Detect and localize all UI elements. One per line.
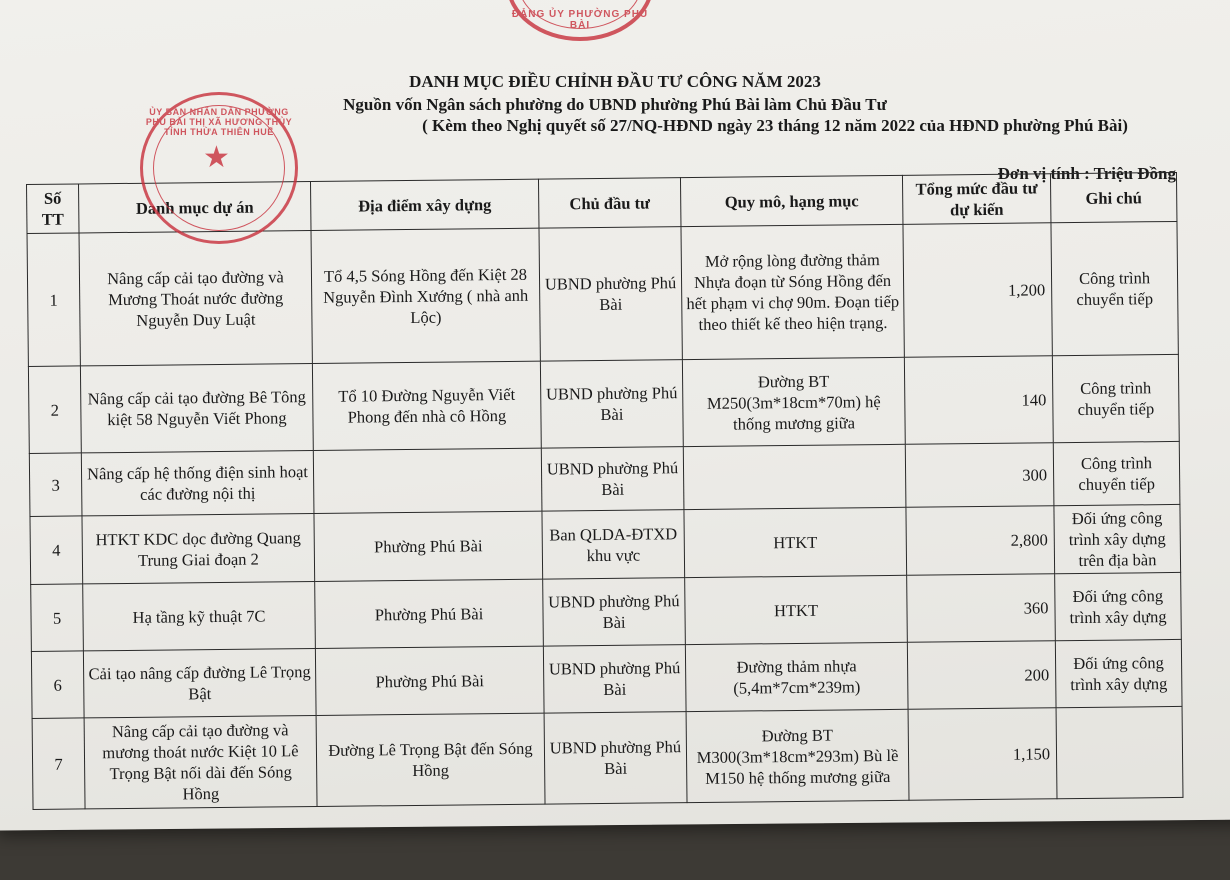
column-header: Chủ đầu tư [538,178,681,228]
owner-cell: Ban QLDA-ĐTXD khu vực [542,510,685,579]
owner-cell: UBND phường Phú Bài [543,578,686,646]
note-cell: Đối ứng công trình xây dựng [1055,639,1182,707]
amount-cell: 200 [907,641,1056,710]
project-cell: Nâng cấp cải tạo đường Bê Tông kiệt 58 Nguyễn Viết Phong [80,364,313,453]
column-header: Ghi chú [1050,172,1177,222]
unit-label: Đơn vị tính : Triệu Đồng [997,164,1176,183]
table-row [31,572,1182,651]
row-number: 5 [31,584,84,652]
scale-cell [683,444,906,509]
table-row [31,639,1182,718]
owner-cell: UBND phường Phú Bài [539,227,682,361]
document-title: DANH MỤC ĐIỀU CHỈNH ĐẦU TƯ CÔNG NĂM 2023 [409,72,821,91]
star-icon: ★ [203,141,230,174]
seal-main-text: ỦY BAN NHÂN DÂN PHƯỜNG PHÚ BÀI THỊ XÃ HƯƠNG THỦY TỈNH THỪA THIÊN HUẾ [145,107,293,137]
table-row [27,221,1178,366]
amount-cell: 300 [905,443,1054,508]
amount-cell: 2,800 [906,506,1055,576]
owner-cell: UBND phường Phú Bài [541,447,684,511]
investment-table [26,172,1183,810]
amount-cell: 1,150 [908,708,1057,801]
row-number: 7 [32,718,85,810]
column-header: Danh mục dự án [79,182,312,233]
location-cell: Đường Lê Trọng Bật đến Sóng Hồng [316,713,545,806]
scale-cell: Mở rộng lòng đường thảm Nhựa đoạn từ Sóng Hồng đến hết phạm vi chợ 90m. Đoạn tiếp theo thiết kế theo hiện trạng. [681,224,904,359]
owner-cell: UBND phường Phú Bài [544,712,687,804]
note-cell: Đối ứng công trình xây dựng trên địa bàn [1054,504,1181,573]
project-cell: Cải tạo nâng cấp đường Lê Trọng Bật [83,648,316,717]
owner-cell: UBND phường Phú Bài [543,645,686,713]
table-row [29,441,1180,516]
row-number: 6 [31,651,84,719]
table-row [30,504,1181,584]
column-header: Tổng mức đầu tư dự kiến [902,174,1051,225]
seal-top-text: ĐẢNG ỦY PHƯỜNG PHÚ BÀI [511,9,649,31]
document-reference: ( Kèm theo Nghị quyết số 27/NQ-HĐND ngày 23 tháng 12 năm 2022 của HĐND phường Phú Bài) [422,116,1128,135]
project-cell: Hạ tầng kỹ thuật 7C [83,581,316,650]
column-header: Số TT [27,184,80,234]
project-cell: Nâng cấp hệ thống điện sinh hoạt các đường nội thị [81,451,314,516]
row-number: 2 [28,366,81,454]
column-header: Địa điểm xây dựng [310,179,539,230]
column-header: Quy mô, hạng mục [680,175,903,226]
amount-cell: 360 [907,574,1056,643]
project-cell: Nâng cấp cải tạo đường và mương thoát nước Kiệt 10 Lê Trọng Bật nối dài đến Sóng Hồng [84,715,317,808]
location-cell [313,448,542,513]
scale-cell: HTKT [685,575,908,644]
owner-cell: UBND phường Phú Bài [540,360,683,448]
location-cell: Phường Phú Bài [315,579,544,648]
project-cell: Nâng cấp cải tạo đường và Mương Thoát nước đường Nguyễn Duy Luật [79,231,312,366]
location-cell: Tổ 4,5 Sóng Hồng đến Kiệt 28 Nguyễn Đình Xướng ( nhà anh Lộc) [311,228,540,363]
note-cell [1056,706,1183,798]
note-cell: Đối ứng công trình xây dựng [1055,572,1182,640]
amount-cell: 140 [904,356,1053,445]
location-cell: Phường Phú Bài [315,646,544,715]
row-number: 4 [30,516,83,585]
project-cell: HTKT KDC dọc đường Quang Trung Giai đoạn 2 [82,514,315,584]
document-subtitle: Nguồn vốn Ngân sách phường do UBND phường Phú Bài làm Chủ Đầu Tư [343,95,887,114]
note-cell: Công trình chuyển tiếp [1052,354,1179,442]
row-number: 3 [29,453,82,517]
scale-cell: Đường thảm nhựa (5,4m*7cm*239m) [685,642,908,711]
scale-cell: Đường BT M250(3m*18cm*70m) hệ thống mương giữa [682,357,905,446]
note-cell: Công trình chuyển tiếp [1051,221,1178,355]
location-cell: Phường Phú Bài [314,511,543,581]
scale-cell: Đường BT M300(3m*18cm*293m) Bù lề M150 hệ thống mương giữa [686,709,909,802]
amount-cell: 1,200 [903,223,1052,358]
note-cell: Công trình chuyển tiếp [1053,441,1180,505]
row-number: 1 [27,233,80,367]
scale-cell: HTKT [684,507,907,577]
table-row [28,354,1179,453]
location-cell: Tổ 10 Đường Nguyễn Viết Phong đến nhà cô Hồng [312,361,541,450]
table-row [32,706,1183,809]
